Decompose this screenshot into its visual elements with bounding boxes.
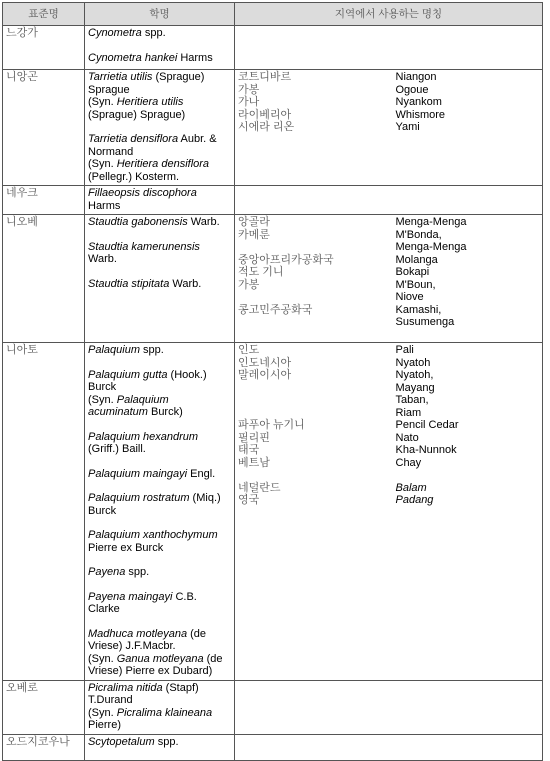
scientific-name-cell — [85, 343, 235, 681]
scientific-name-entry — [88, 628, 231, 678]
table-row — [3, 215, 543, 343]
standard-name-cell: 느강가 — [3, 26, 85, 70]
authority-text: (Syn. — [88, 706, 117, 719]
region-name — [238, 394, 390, 407]
local-name-cell — [393, 734, 543, 760]
local-name: Nyatoh — [395, 356, 431, 369]
region-name — [238, 382, 390, 395]
scientific-name-entry — [88, 241, 231, 266]
scientific-name-entry — [88, 71, 231, 121]
region-name: 베트남 — [238, 456, 270, 469]
region-cell — [235, 343, 393, 681]
region-cell — [235, 70, 393, 186]
authority-text: (Syn. — [88, 96, 117, 108]
authority-text: (Miq.) Burck — [88, 492, 221, 517]
taxon-name: Fillaeopsis discophora — [88, 187, 197, 199]
region-name: 라이베리아 — [238, 108, 292, 121]
scientific-name-entry — [88, 591, 231, 616]
region-name: 가봉 — [238, 278, 260, 291]
local-name: Balam — [395, 481, 427, 494]
local-name: M'Boun, — [395, 278, 436, 291]
authority-text: (Syn. — [88, 393, 117, 406]
taxon-name: Palaquium gutta — [88, 368, 168, 381]
scientific-name-entry — [88, 187, 231, 212]
region-name — [238, 291, 390, 304]
scientific-name-entry — [88, 529, 231, 554]
authority-text: C.B. Clarke — [88, 590, 197, 615]
local-name: Padang — [395, 494, 434, 506]
taxon-name: Palaquium hexandrum — [88, 430, 199, 443]
taxon-name: Ganua motleyana — [116, 652, 204, 665]
scientific-name-entry — [88, 492, 231, 517]
region-cell — [235, 680, 393, 734]
scientific-name-entry — [88, 52, 231, 65]
region-name: 가봉 — [238, 83, 260, 96]
authority-text: spp. — [139, 344, 164, 356]
scientific-name-entry — [88, 431, 231, 456]
scientific-name-cell — [85, 215, 235, 343]
local-name: Pencil Cedar — [395, 419, 459, 431]
region-name — [238, 407, 390, 420]
taxon-name: Payena maingayi — [88, 590, 173, 603]
authority-text: (de Vriese) J.F.Macbr. — [88, 627, 207, 652]
local-name: Molanga — [395, 253, 438, 266]
taxon-name: Picralima nitida — [88, 681, 163, 694]
authority-text: (de Vriese) Pierre ex Dubard) — [88, 652, 223, 677]
standard-name-cell: 니오베 — [3, 215, 85, 343]
table-row — [3, 734, 543, 760]
local-name-cell — [393, 70, 543, 186]
authority-text: Warb. — [88, 253, 117, 265]
authority-text: (Griff.) Baill. — [88, 443, 146, 455]
authority-text: (Stapf) T.Durand — [88, 681, 199, 706]
region-name: 시에라 리온 — [238, 121, 295, 133]
region-cell — [235, 26, 393, 70]
taxon-name: Staudtia kamerunensis — [88, 240, 200, 253]
local-name: Taban, — [395, 394, 429, 406]
region-name: 태국 — [238, 444, 260, 456]
authority-text: spp. — [141, 27, 166, 39]
taxon-name: Palaquium acuminatum — [88, 393, 169, 418]
local-name: Chay — [395, 456, 422, 469]
standard-name-cell: 네우크 — [3, 186, 85, 215]
region-name: 말레이시아 — [238, 369, 292, 381]
local-name-cell — [393, 680, 543, 734]
scientific-name-entry — [88, 369, 231, 419]
scientific-name-entry — [88, 133, 231, 183]
authority-text: Harms — [177, 51, 213, 64]
taxon-name: Picralima klaineana — [116, 706, 213, 719]
authority-text: (Syn. — [88, 158, 117, 170]
taxon-name: Madhuca motleyana — [88, 627, 188, 640]
region-name: 인도 — [238, 344, 260, 356]
local-name: Yami — [395, 121, 420, 133]
local-name-cell — [393, 26, 543, 70]
authority-text: (Sprague) Sprague) — [88, 108, 186, 121]
scientific-name-entry — [88, 216, 231, 229]
local-name: Nato — [395, 431, 419, 444]
local-name-cell — [393, 215, 543, 343]
region-name: 파푸아 뉴기니 — [238, 419, 305, 431]
authority-text: spp. — [154, 735, 179, 748]
authority-text: spp. — [125, 566, 150, 578]
nomenclature-table — [2, 2, 543, 761]
authority-text: Harms — [88, 199, 121, 212]
local-name-cell — [393, 343, 543, 681]
region-name: 앙골라 — [238, 216, 270, 228]
taxon-name: Scytopetalum — [88, 735, 155, 748]
local-name: Riam — [395, 406, 422, 419]
taxon-name: Staudtia gabonensis — [88, 216, 188, 228]
header-scientific-name: 학명 — [85, 3, 235, 26]
standard-name-cell: 오베로 — [3, 680, 85, 734]
authority-text: Warb. — [169, 277, 202, 290]
taxon-name: Palaquium rostratum — [88, 492, 190, 504]
taxon-name: Palaquium maingayi — [88, 467, 188, 480]
local-name-cell — [393, 186, 543, 215]
standard-name-cell: 오드지코우나 — [3, 734, 85, 760]
local-name: Whismore — [395, 108, 446, 121]
authority-text: (Sprague) Sprague — [88, 71, 205, 96]
table-row — [3, 680, 543, 734]
local-name: Bokapi — [395, 266, 430, 278]
region-name: 콩고민주공화국 — [238, 303, 313, 316]
header-row — [3, 3, 543, 26]
taxon-name: Cynometra hankei — [88, 51, 178, 64]
local-name — [396, 469, 540, 482]
scientific-name-entry — [88, 736, 231, 749]
scientific-name-cell — [85, 186, 235, 215]
scientific-name-cell — [85, 26, 235, 70]
taxon-name: Staudtia stipitata — [88, 277, 170, 290]
taxon-name: Cynometra — [88, 27, 142, 39]
region-cell — [235, 215, 393, 343]
scientific-name-entry — [88, 27, 231, 40]
region-name: 인도네시아 — [238, 356, 292, 369]
region-cell — [235, 186, 393, 215]
table-row — [3, 186, 543, 215]
authority-text: (Hook.) Burck — [88, 368, 207, 393]
authority-text: Engl. — [187, 467, 216, 480]
taxon-name: Heritiera utilis — [116, 96, 184, 108]
taxon-name: Heritiera densiflora — [116, 158, 210, 170]
authority-text: Pierre) — [88, 719, 122, 731]
scientific-name-entry — [88, 566, 231, 579]
local-name: Pali — [395, 344, 414, 356]
scientific-name-cell — [85, 734, 235, 760]
scientific-name-entry — [88, 278, 231, 291]
local-name: Kamashi, — [395, 303, 442, 316]
taxon-name: Palaquium — [88, 344, 140, 356]
local-name: Nyatoh, — [395, 369, 434, 381]
region-name: 영국 — [238, 494, 260, 506]
authority-text: Warb. — [187, 216, 220, 228]
region-name: 코트디바르 — [238, 71, 292, 83]
scientific-name-cell — [85, 680, 235, 734]
header-standard-name: 표준명 — [3, 3, 85, 26]
local-name: Mayang — [395, 381, 435, 394]
region-name — [238, 241, 390, 254]
region-name: 네덜란드 — [238, 481, 281, 494]
region-cell — [235, 734, 393, 760]
local-name: M'Bonda, — [395, 228, 442, 241]
scientific-name-entry — [88, 682, 231, 732]
region-name: 가나 — [238, 96, 260, 108]
authority-text: (Pellegr.) Kosterm. — [88, 170, 180, 183]
taxon-name: Palaquium xanthochymum — [88, 529, 218, 541]
scientific-name-cell — [85, 70, 235, 186]
region-name: 카메룬 — [238, 228, 270, 241]
authority-text: (Syn. — [88, 652, 117, 665]
taxon-name: Tarrietia densiflora — [88, 133, 179, 145]
taxon-name: Tarrietia utilis — [88, 71, 153, 83]
region-name: 중앙아프리카공화국 — [238, 253, 334, 266]
scientific-name-entry — [88, 344, 231, 357]
local-name: Niangon — [395, 71, 437, 83]
header-local-names: 지역에서 사용하는 명칭 — [235, 3, 543, 26]
table-row — [3, 343, 543, 681]
table-row — [3, 26, 543, 70]
region-name: 적도 기니 — [238, 266, 284, 278]
authority-text: Burck) — [147, 406, 183, 418]
taxon-name: Payena — [88, 566, 126, 578]
authority-text: Pierre ex Burck — [88, 541, 164, 554]
local-name: Ogoue — [395, 83, 429, 96]
local-name: Menga-Menga — [395, 241, 467, 253]
scientific-name-entry — [88, 468, 231, 481]
local-name: Susumenga — [395, 316, 455, 328]
region-name — [238, 469, 390, 482]
local-name: Menga-Menga — [395, 216, 467, 228]
local-name: Niove — [395, 291, 424, 303]
authority-text: Aubr. & Normand — [88, 133, 217, 158]
region-name: 필리핀 — [238, 431, 270, 444]
local-name: Nyankom — [395, 96, 442, 108]
local-name: Kha-Nunnok — [395, 444, 457, 456]
table-row — [3, 70, 543, 186]
standard-name-cell: 니아토 — [3, 343, 85, 681]
standard-name-cell: 니앙곤 — [3, 70, 85, 186]
